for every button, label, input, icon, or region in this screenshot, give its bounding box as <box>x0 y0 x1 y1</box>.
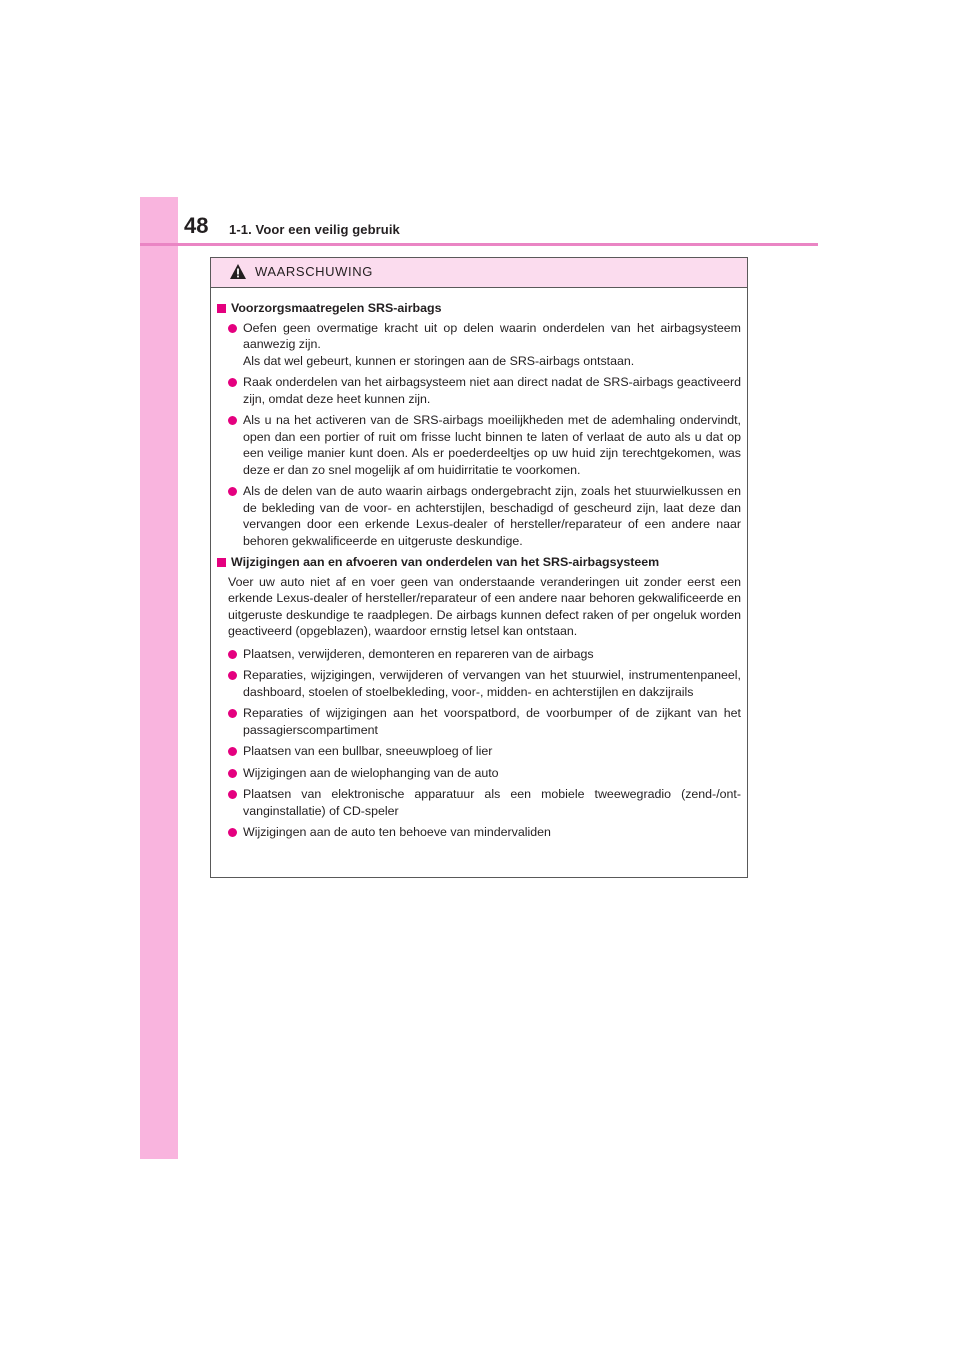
section-heading-text: Wijzigingen aan en afvoeren van onderdelen van het SRS-airbagsysteem <box>231 555 660 569</box>
list-item <box>228 646 741 663</box>
round-bullet-icon <box>228 790 237 799</box>
round-bullet-icon <box>228 828 237 837</box>
list-item-text: Wijzigingen aan de wielophanging van de auto <box>243 765 499 780</box>
warning-triangle-icon <box>229 263 247 280</box>
list-item <box>228 824 741 841</box>
section-heading <box>216 554 741 571</box>
list-item-text: Oefen geen overmatige kracht uit op delen waarin onderdelen van het airbagsysteem aanwezig zijn. <box>243 320 741 351</box>
round-bullet-icon <box>228 769 237 778</box>
list-item <box>228 412 741 478</box>
list-item-text: Plaatsen van elektronische apparatuur als een mobiele tweewegradio (zend-/ontvanginstallatie) of CD-speler <box>243 787 741 818</box>
round-bullet-icon <box>228 671 237 680</box>
list-item-extra-text: Als dat wel gebeurt, kunnen er storingen aan de SRS-airbags ontstaan. <box>243 353 635 368</box>
round-bullet-icon <box>228 709 237 718</box>
list-item-text: Plaatsen, verwijderen, demonteren en repareren van de airbags <box>243 646 594 661</box>
list-item <box>228 765 741 782</box>
header-rule <box>140 243 818 246</box>
list-item-text: Plaatsen van een bullbar, sneeuwploeg of lier <box>243 744 493 758</box>
list-item <box>228 705 741 738</box>
list-item <box>228 320 741 370</box>
list-item-text: Raak onderdelen van het airbagsysteem niet aan direct nadat de SRS-airbags geactiveerd zijn, omdat deze heet kunnen zijn. <box>243 375 741 406</box>
list-item-text: Als de delen van de auto waarin airbags ondergebracht zijn, zoals het stuurwielkussen en de bekleding van de voor- en achterstijlen, beschadigd of gescheurd zijn, laat deze dan vervangen door een erkende Lexus-dealer of hersteller/reparateur of een andere naar behoren gekwalificeerde en uitgeruste deskundige. <box>243 484 741 548</box>
round-bullet-icon <box>228 487 237 496</box>
warning-title: WAARSCHUWING <box>255 264 373 279</box>
section-heading-text: Voorzorgsmaatregelen SRS-airbags <box>231 301 442 315</box>
list-item-text: Reparaties, wijzigingen, verwijderen of vervangen van het stuurwiel, instrumentenpaneel, dashboard, stoelen of stoelbekleding, voor-, midden- en achterstijlen en dakzijrails <box>243 668 741 699</box>
round-bullet-icon <box>228 650 237 659</box>
warning-box <box>210 257 748 878</box>
list-item <box>228 374 741 407</box>
list-item-text: Reparaties of wijzigingen aan het voorspatbord, de voorbumper of de zijkant van het passagierscompartiment <box>243 706 741 737</box>
section-heading <box>216 300 741 317</box>
square-bullet-icon <box>217 558 226 567</box>
warning-body <box>211 288 747 841</box>
section-intro: Voer uw auto niet af en voer geen van onderstaande veranderingen uit zonder eerst een erkende Lexus-dealer of hersteller/reparateur of een andere naar behoren gekwalificeerde en uitgeruste deskundige te raadplegen. De airbags kunnen defect raken of per ongeluk worden geactiveerd (opgeblazen), waardoor ernstig letsel kan ontstaan. <box>228 574 741 638</box>
list-item <box>228 667 741 700</box>
list-item-text: Als u na het activeren van de SRS-airbags moeilijkheden met de ademhaling ondervindt, open dan een portier of ruit om frisse lucht binnen te laten of verlaat de auto als u dat op een veilige manier kunt doen. Als er poederdeeltjes op uw huid zijn terechtgekomen, was deze er dan zo snel mogelijk af om huidirritatie te voorkomen. <box>243 413 741 477</box>
round-bullet-icon <box>228 378 237 387</box>
page-number: 48 <box>184 213 209 238</box>
warning-header <box>211 258 747 288</box>
list-item <box>228 743 741 760</box>
section-title: 1-1. Voor een veilig gebruik <box>229 222 400 237</box>
round-bullet-icon <box>228 747 237 756</box>
round-bullet-icon <box>228 416 237 425</box>
square-bullet-icon <box>217 304 226 313</box>
list-item <box>228 786 741 819</box>
list-item-text: Wijzigingen aan de auto ten behoeve van mindervaliden <box>243 825 551 839</box>
list-item <box>228 483 741 549</box>
chapter-sidebar <box>140 197 178 1159</box>
round-bullet-icon <box>228 324 237 333</box>
